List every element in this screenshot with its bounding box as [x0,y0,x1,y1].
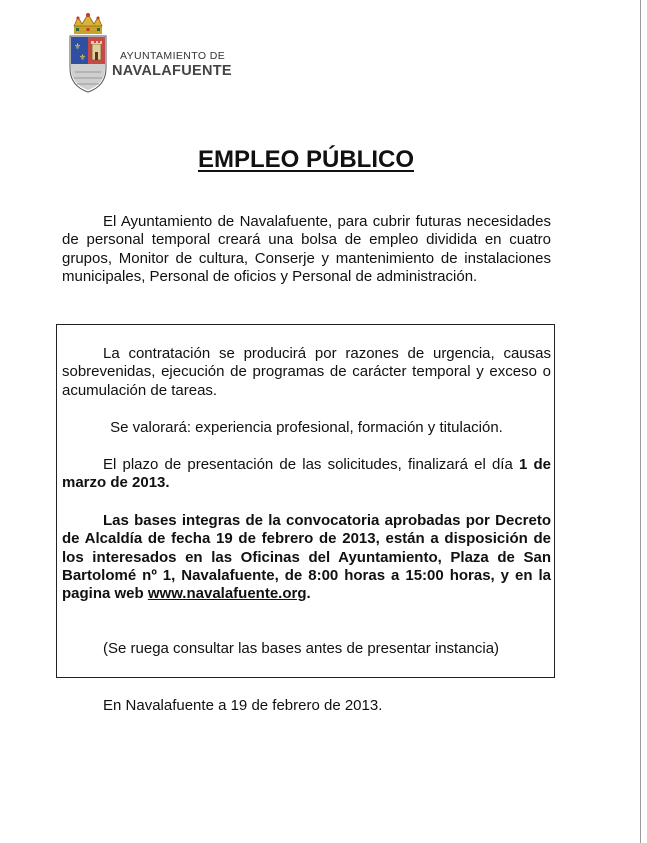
intro-paragraph [62,213,551,286]
svg-text:⚜: ⚜ [74,42,82,51]
deadline-date: 1 de marzo de 2013. [62,456,551,492]
note-text: (Se ruega consultar las bases antes de presentar instancia) [103,640,500,657]
page-edge-rule [640,0,641,843]
coat-of-arms-icon [66,12,110,94]
intro-text: El Ayuntamiento de Navalafuente, para cubrir futuras necesidades de personal temporal creará una bolsa de empleo dividida en cuatro grupos, Monitor de cultura, Conserje y mantenimiento de instalaciones municipales, Personal de oficios y Personal de administración. [62,213,551,285]
deadline-paragraph [62,456,551,493]
bases-end: . [306,585,311,603]
contract-text: La contratación se producirá por razones de urgencia, causas sobrevenidas, ejecución de programas de carácter temporal y exceso o acumulación de tareas. [62,345,551,399]
closing-paragraph [62,697,551,715]
page-title: EMPLEO PÚBLICO [197,146,414,173]
bases-paragraph [62,512,551,603]
website-link[interactable]: www.navalafuente.org [147,585,307,603]
closing-text: En Navalafuente a 19 de febrero de 2013. [103,697,383,714]
bases-text: Las bases integras de la convocatoria aprobadas por Decreto de Alcaldía de fecha 19 de febrero de 2013, están a disposición de los interesados en las Oficinas del Ayuntamiento, Plaza de San Bartolomé nº 1, Navalafuente, de 8:00 horas a 15:00 horas, y en la pagina web [62,512,551,603]
note-paragraph [62,640,551,658]
letterhead [66,12,266,96]
deadline-text: El plazo de presentación de las solicitudes, finalizará el día [103,456,519,473]
contract-paragraph [62,345,551,400]
valuation-paragraph: Se valorará: experiencia profesional, formación y titulación. [110,419,503,436]
org-name-large: NAVALAFUENTE [112,63,232,79]
svg-text:⚜: ⚜ [79,53,87,62]
org-name-small: AYUNTAMIENTO DE [120,50,226,62]
